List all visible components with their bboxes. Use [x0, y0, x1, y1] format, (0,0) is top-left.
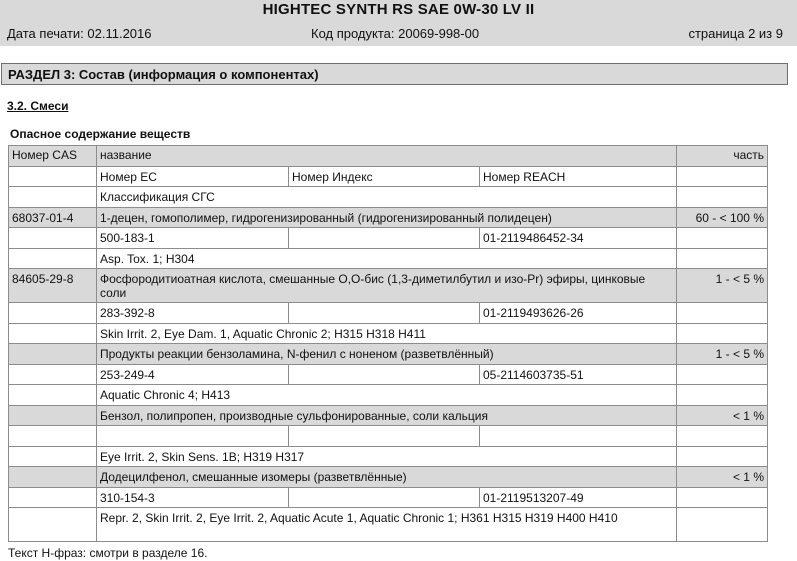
substance-name: Бензол, полипропен, производные сульфонированные, соли кальция [97, 405, 677, 426]
table-header-row [9, 166, 768, 187]
hazardous-substances-table [8, 145, 768, 542]
print-date: Дата печати: 02.11.2016 [7, 26, 152, 41]
substance-name: Додецилфенол, смешанные изомеры (разветвлённые) [97, 467, 677, 488]
substance-ids-row [9, 228, 768, 249]
substance-share: < 1 % [677, 405, 768, 426]
ghs-classification: Eye Irrit. 2, Skin Sens. 1B; H319 H317 [97, 446, 677, 467]
subsection-title: 3.2. Смеси [7, 99, 69, 113]
substance-name: Фосфородитиоатная кислота, смешанные О,О-бис (1,3-диметилбутил и изо-Pr) эфиры, цинковые соли [97, 269, 677, 303]
index-number [289, 364, 480, 385]
ec-number [97, 426, 289, 447]
substance-classification-row [9, 248, 768, 269]
ghs-classification: Aquatic Chronic 4; H413 [97, 385, 677, 406]
substance-row [9, 405, 768, 426]
ghs-classification: Repr. 2, Skin Irrit. 2, Eye Irrit. 2, Aquatic Acute 1, Aquatic Chronic 1; H361 H315 H319 H400 H410 [97, 508, 677, 542]
header-ec: Номер ЕС [97, 166, 289, 187]
substance-classification-row [9, 446, 768, 467]
product-code: Код продукта: 20069-998-00 [311, 26, 480, 41]
reach-number [480, 426, 677, 447]
substance-row [9, 467, 768, 488]
cas-number [9, 405, 97, 426]
ec-number: 310-154-3 [97, 487, 289, 508]
table-header-row [9, 146, 768, 167]
index-number [289, 426, 480, 447]
substance-share: 1 - < 5 % [677, 269, 768, 303]
substance-share: < 1 % [677, 467, 768, 488]
header-cas: Номер CAS [9, 146, 97, 167]
substance-ids-row [9, 487, 768, 508]
substance-share: 1 - < 5 % [677, 344, 768, 365]
section-title: РАЗДЕЛ 3: Состав (информация о компонентах) [8, 67, 319, 82]
header-name: название [97, 146, 677, 167]
product-title: HIGHTEC SYNTH RS SAE 0W-30 LV II [262, 1, 535, 18]
header-share: часть [677, 146, 768, 167]
substance-ids-row [9, 303, 768, 324]
cas-number [9, 467, 97, 488]
index-number [289, 487, 480, 508]
substance-classification-row [9, 323, 768, 344]
index-number [289, 303, 480, 324]
substance-ids-row [9, 364, 768, 385]
substance-classification-row [9, 508, 768, 542]
section-heading [1, 63, 788, 85]
table-caption: Опасное содержание веществ [10, 127, 191, 141]
substance-share: 60 - < 100 % [677, 207, 768, 228]
substance-classification-row [9, 385, 768, 406]
substance-name: Продукты реакции бензоламина, N-фенил с ноненом (разветвлённый) [97, 344, 677, 365]
substance-ids-row [9, 426, 768, 447]
cas-number [9, 344, 97, 365]
document-header [0, 0, 797, 46]
ghs-classification: Asp. Tox. 1; H304 [97, 248, 677, 269]
substance-row [9, 269, 768, 303]
cas-number: 68037-01-4 [9, 207, 97, 228]
reach-number: 01-2119486452-34 [480, 228, 677, 249]
ec-number: 500-183-1 [97, 228, 289, 249]
reach-number: 01-2119493626-26 [480, 303, 677, 324]
ec-number: 253-249-4 [97, 364, 289, 385]
header-index: Номер Индекс [289, 166, 480, 187]
table-header-row [9, 187, 768, 208]
substance-name: 1-децен, гомополимер, гидрогенизированный (гидрогенизированный полидецен) [97, 207, 677, 228]
index-number [289, 228, 480, 249]
ec-number: 283-392-8 [97, 303, 289, 324]
ghs-classification: Skin Irrit. 2, Eye Dam. 1, Aquatic Chronic 2; H315 H318 H411 [97, 323, 677, 344]
substance-row [9, 344, 768, 365]
reach-number: 01-2119513207-49 [480, 487, 677, 508]
header-classification: Классификация СГС [97, 187, 677, 208]
page-number: страница 2 из 9 [688, 26, 783, 41]
substance-row [9, 207, 768, 228]
cas-number: 84605-29-8 [9, 269, 97, 303]
header-reach: Номер REACH [480, 166, 677, 187]
reach-number: 05-2114603735-51 [480, 364, 677, 385]
h-phrases-footnote: Текст Н-фраз: смотри в разделе 16. [8, 546, 208, 560]
